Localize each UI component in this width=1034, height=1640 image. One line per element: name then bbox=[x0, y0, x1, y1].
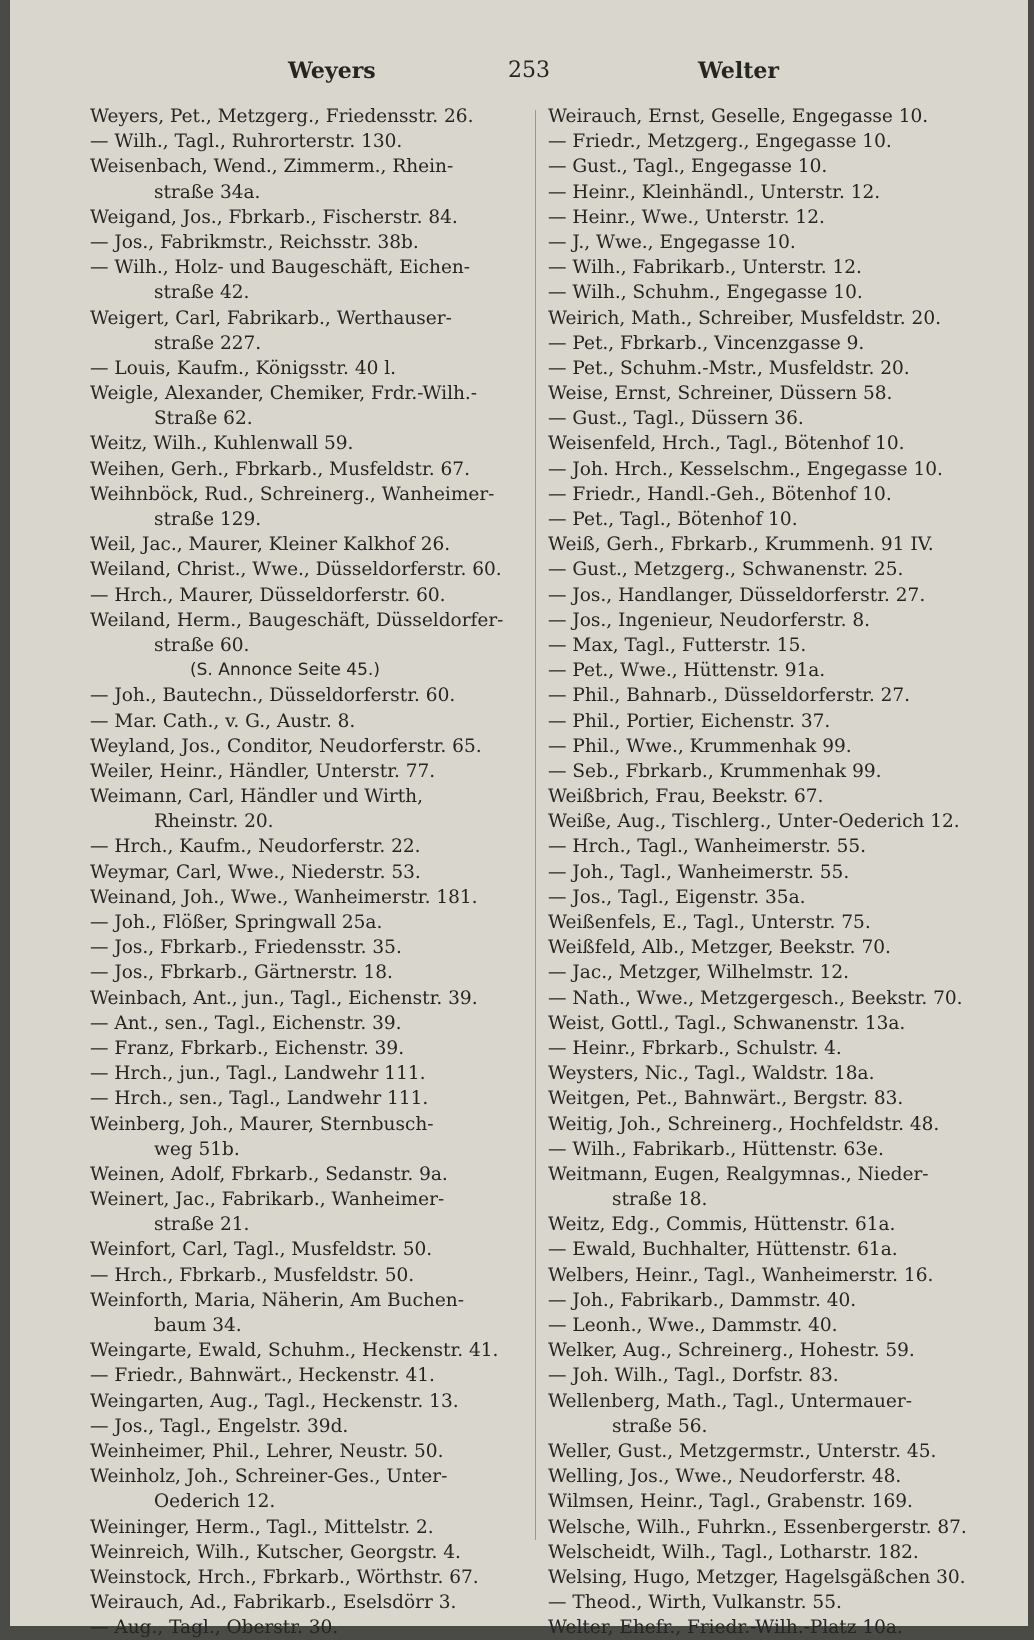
directory-entry: Weymar, Carl, Wwe., Niederstr. 53. bbox=[90, 861, 421, 883]
directory-entry: — Hrch., Fbrkarb., Musfeldstr. 50. bbox=[90, 1264, 415, 1286]
directory-entry: — Pet., Schuhm.-Mstr., Musfeldstr. 20. bbox=[548, 357, 910, 379]
directory-entry: — Hrch., Maurer, Düsseldorferstr. 60. bbox=[90, 584, 446, 606]
directory-entry: — Hrch., Tagl., Wanheimerstr. 55. bbox=[548, 836, 866, 858]
directory-entry: Weinheimer, Phil., Lehrer, Neustr. 50. bbox=[90, 1440, 444, 1462]
directory-entry: Welsing, Hugo, Metzger, Hagelsgäßchen 30. bbox=[548, 1566, 966, 1588]
directory-entry: Weisenbach, Wend., Zimmerm., Rhein- bbox=[90, 156, 454, 178]
directory-entry: — Theod., Wirth, Vulkanstr. 55. bbox=[548, 1592, 842, 1614]
directory-entry: Wellenberg, Math., Tagl., Untermauer- bbox=[548, 1390, 912, 1412]
directory-entry: — Franz, Fbrkarb., Eichenstr. 39. bbox=[90, 1037, 405, 1059]
directory-entry: Weißenfels, E., Tagl., Unterstr. 75. bbox=[548, 912, 871, 933]
directory-entry: — Jos., Tagl., Eigenstr. 35a. bbox=[548, 886, 806, 908]
directory-entry: Welling, Jos., Wwe., Neudorferstr. 48. bbox=[548, 1466, 902, 1488]
directory-entry: Weller, Gust., Metzgermstr., Unterstr. 45. bbox=[548, 1440, 937, 1462]
directory-entry: Weitig, Joh., Schreinerg., Hochfeldstr. 48. bbox=[548, 1113, 940, 1135]
directory-entry: — Hrch., sen., Tagl., Landwehr 111. bbox=[90, 1088, 429, 1110]
directory-entry: — Phil., Wwe., Krummenhak 99. bbox=[548, 735, 852, 757]
directory-entry: — Mar. Cath., v. G., Austr. 8. bbox=[90, 710, 356, 732]
directory-entry: Weinberg, Joh., Maurer, Sternbusch- bbox=[90, 1113, 434, 1135]
directory-entry: Welscheidt, Wilh., Tagl., Lotharstr. 182. bbox=[548, 1541, 919, 1563]
directory-entry: Weininger, Herm., Tagl., Mittelstr. 2. bbox=[90, 1516, 434, 1538]
directory-entry: — Wilh., Tagl., Ruhrorterstr. 130. bbox=[90, 131, 403, 153]
entry-continuation: straße 21. bbox=[154, 1214, 250, 1236]
entry-continuation: straße 34a. bbox=[154, 181, 261, 203]
directory-entry: Weiße, Aug., Tischlerg., Unter-Oederich 12. bbox=[548, 811, 960, 833]
directory-entry: — Heinr., Wwe., Unterstr. 12. bbox=[548, 206, 825, 228]
directory-entry: — Joh., Flößer, Springwall 25a. bbox=[90, 912, 383, 933]
directory-entry: — Jos., Fbrkarb., Gärtnerstr. 18. bbox=[90, 962, 393, 984]
directory-entry: — Jos., Fbrkarb., Friedensstr. 35. bbox=[90, 937, 402, 959]
directory-entry: Weinbach, Ant., jun., Tagl., Eichenstr. 39. bbox=[90, 987, 478, 1009]
directory-entry: Weiler, Heinr., Händler, Unterstr. 77. bbox=[90, 760, 436, 782]
directory-entry: — Joh. Wilh., Tagl., Dorfstr. 83. bbox=[548, 1365, 839, 1387]
directory-entry: Weirich, Math., Schreiber, Musfeldstr. 20. bbox=[548, 307, 941, 329]
directory-entry: — Aug., Tagl., Oberstr. 30. bbox=[90, 1617, 339, 1639]
entry-continuation: straße 227. bbox=[154, 332, 262, 354]
directory-entry: — Ant., sen., Tagl., Eichenstr. 39. bbox=[90, 1012, 402, 1034]
entry-continuation: straße 18. bbox=[612, 1189, 708, 1211]
entry-continuation: Rheinstr. 20. bbox=[154, 811, 274, 833]
directory-entry: — Gust., Tagl., Düssern 36. bbox=[548, 408, 804, 430]
entry-note: (S. Annonce Seite 45.) bbox=[190, 660, 380, 681]
page-header bbox=[10, 58, 1028, 88]
directory-entry: Wilmsen, Heinr., Tagl., Grabenstr. 169. bbox=[548, 1491, 913, 1513]
directory-entry: — Joh., Bautechn., Düsseldorferstr. 60. bbox=[90, 685, 456, 707]
directory-entry: — Nath., Wwe., Metzgergesch., Beekstr. 70. bbox=[548, 987, 963, 1009]
directory-entry: Weyers, Pet., Metzgerg., Friedensstr. 26. bbox=[90, 106, 474, 127]
directory-entry: — Phil., Portier, Eichenstr. 37. bbox=[548, 710, 831, 732]
header-last-name: Welter bbox=[698, 58, 780, 84]
entry-continuation: baum 34. bbox=[154, 1315, 242, 1336]
directory-entry: — Leonh., Wwe., Dammstr. 40. bbox=[548, 1315, 838, 1336]
header-first-name: Weyers bbox=[288, 58, 376, 84]
directory-entry: Weysters, Nic., Tagl., Waldstr. 18a. bbox=[548, 1063, 875, 1085]
directory-page bbox=[10, 0, 1028, 1639]
directory-entry: Weitz, Edg., Commis, Hüttenstr. 61a. bbox=[548, 1214, 896, 1236]
directory-entry: Weinert, Jac., Fabrikarb., Wanheimer- bbox=[90, 1189, 445, 1211]
directory-entry: Weirauch, Ad., Fabrikarb., Eselsdörr 3. bbox=[90, 1592, 457, 1614]
directory-entry: — Gust., Tagl., Engegasse 10. bbox=[548, 156, 828, 178]
entry-continuation: straße 56. bbox=[612, 1415, 708, 1437]
entry-continuation: Oederich 12. bbox=[154, 1491, 276, 1513]
directory-entry: — Pet., Tagl., Bötenhof 10. bbox=[548, 509, 798, 530]
directory-entry: — Joh., Tagl., Wanheimerstr. 55. bbox=[548, 861, 850, 883]
directory-entry: Weitmann, Eugen, Realgymnas., Nieder- bbox=[548, 1163, 929, 1185]
directory-entry: — Pet., Wwe., Hüttenstr. 91a. bbox=[548, 660, 826, 682]
directory-entry: Welsche, Wilh., Fuhrkn., Essenbergerstr. 87. bbox=[548, 1516, 967, 1538]
directory-entry: — J., Wwe., Engegasse 10. bbox=[548, 231, 796, 253]
directory-entry: Weise, Ernst, Schreiner, Düssern 58. bbox=[548, 383, 893, 405]
directory-entry: — Louis, Kaufm., Königsstr. 40 l. bbox=[90, 357, 397, 379]
directory-entry: Weigand, Jos., Fbrkarb., Fischerstr. 84. bbox=[90, 206, 458, 228]
directory-entry: Weyland, Jos., Conditor, Neudorferstr. 65. bbox=[90, 735, 482, 757]
entry-continuation: straße 129. bbox=[154, 509, 262, 530]
directory-entry: — Jos., Tagl., Engelstr. 39d. bbox=[90, 1415, 349, 1437]
directory-entry: Weihnböck, Rud., Schreinerg., Wanheimer- bbox=[90, 483, 495, 505]
directory-entry: Weinand, Joh., Wwe., Wanheimerstr. 181. bbox=[90, 886, 478, 908]
left-column bbox=[90, 104, 540, 1640]
directory-entry: — Heinr., Kleinhändl., Unterstr. 12. bbox=[548, 181, 881, 203]
directory-entry: Weimann, Carl, Händler und Wirth, bbox=[90, 786, 423, 808]
directory-entry: Weinen, Adolf, Fbrkarb., Sedanstr. 9a. bbox=[90, 1163, 448, 1185]
directory-entry: Welbers, Heinr., Tagl., Wanheimerstr. 16. bbox=[548, 1264, 934, 1286]
directory-entry: — Friedr., Bahnwärt., Heckenstr. 41. bbox=[90, 1365, 435, 1387]
directory-entry: Weigle, Alexander, Chemiker, Frdr.-Wilh.- bbox=[90, 383, 478, 405]
directory-entry: Weinstock, Hrch., Fbrkarb., Wörthstr. 67. bbox=[90, 1566, 479, 1588]
directory-entry: — Wilh., Fabrikarb., Unterstr. 12. bbox=[548, 257, 862, 279]
directory-entry: Weisenfeld, Hrch., Tagl., Bötenhof 10. bbox=[548, 433, 905, 455]
directory-entry: — Jos., Handlanger, Düsseldorferstr. 27. bbox=[548, 584, 926, 606]
directory-entry: Weirauch, Ernst, Geselle, Engegasse 10. bbox=[548, 106, 929, 127]
directory-entry: Weiland, Christ., Wwe., Düsseldorferstr. 60. bbox=[90, 559, 502, 581]
directory-entry: — Joh., Fabrikarb., Dammstr. 40. bbox=[548, 1289, 857, 1311]
directory-entry: — Jac., Metzger, Wilhelmstr. 12. bbox=[548, 962, 850, 984]
directory-entry: — Jos., Ingenieur, Neudorferstr. 8. bbox=[548, 609, 871, 631]
directory-entry: Weinforth, Maria, Näherin, Am Buchen- bbox=[90, 1289, 464, 1311]
directory-entry: Weingarte, Ewald, Schuhm., Heckenstr. 41. bbox=[90, 1340, 499, 1362]
directory-entry: — Pet., Fbrkarb., Vincenzgasse 9. bbox=[548, 332, 865, 354]
directory-entry: Weil, Jac., Maurer, Kleiner Kalkhof 26. bbox=[90, 534, 451, 556]
directory-entry: Welter, Ehefr., Friedr.-Wilh.-Platz 10a. bbox=[548, 1617, 903, 1639]
directory-entry: — Friedr., Handl.-Geh., Bötenhof 10. bbox=[548, 483, 892, 505]
directory-entry: — Seb., Fbrkarb., Krummenhak 99. bbox=[548, 760, 882, 782]
directory-entry: Weiß, Gerh., Fbrkarb., Krummenh. 91 IV. bbox=[548, 534, 934, 556]
directory-entry: — Max, Tagl., Futterstr. 15. bbox=[548, 634, 807, 656]
directory-entry: — Hrch., jun., Tagl., Landwehr 111. bbox=[90, 1063, 426, 1085]
directory-entry: Weißbrich, Frau, Beekstr. 67. bbox=[548, 786, 824, 808]
directory-entry: — Gust., Metzgerg., Schwanenstr. 25. bbox=[548, 559, 904, 581]
directory-entry: — Wilh., Schuhm., Engegasse 10. bbox=[548, 282, 863, 304]
entry-continuation: straße 60. bbox=[154, 634, 250, 656]
directory-entry: Weist, Gottl., Tagl., Schwanenstr. 13a. bbox=[548, 1012, 906, 1034]
directory-entry: — Phil., Bahnarb., Düsseldorferstr. 27. bbox=[548, 685, 911, 707]
page-number: 253 bbox=[508, 58, 550, 83]
entry-continuation: Straße 62. bbox=[154, 408, 253, 430]
entry-continuation: weg 51b. bbox=[154, 1138, 240, 1160]
directory-entry: Weiland, Herm., Baugeschäft, Düsseldorfer- bbox=[90, 609, 504, 631]
directory-entry: Weigert, Carl, Fabrikarb., Werthauser- bbox=[90, 307, 452, 329]
directory-entry: — Hrch., Kaufm., Neudorferstr. 22. bbox=[90, 836, 421, 858]
directory-entry: Weinholz, Joh., Schreiner-Ges., Unter- bbox=[90, 1466, 448, 1488]
directory-entry: Weitgen, Pet., Bahnwärt., Bergstr. 83. bbox=[548, 1088, 904, 1110]
entry-continuation: straße 42. bbox=[154, 282, 250, 304]
directory-entry: Weihen, Gerh., Fbrkarb., Musfeldstr. 67. bbox=[90, 458, 470, 480]
directory-entry: Weinfort, Carl, Tagl., Musfeldstr. 50. bbox=[90, 1239, 433, 1261]
directory-entry: — Heinr., Fbrkarb., Schulstr. 4. bbox=[548, 1037, 842, 1059]
directory-entry: Weitz, Wilh., Kuhlenwall 59. bbox=[90, 433, 354, 455]
right-column bbox=[548, 104, 998, 1640]
directory-entry: — Wilh., Holz- und Baugeschäft, Eichen- bbox=[90, 257, 471, 279]
directory-entry: — Jos., Fabrikmstr., Reichsstr. 38b. bbox=[90, 231, 419, 253]
directory-entry: — Friedr., Metzgerg., Engegasse 10. bbox=[548, 131, 892, 153]
directory-entry: — Wilh., Fabrikarb., Hüttenstr. 63e. bbox=[548, 1138, 884, 1160]
directory-entry: Welker, Aug., Schreinerg., Hohestr. 59. bbox=[548, 1340, 915, 1362]
directory-entry: Weingarten, Aug., Tagl., Heckenstr. 13. bbox=[90, 1390, 459, 1412]
directory-entry: — Ewald, Buchhalter, Hüttenstr. 61a. bbox=[548, 1239, 898, 1261]
directory-entry: Weinreich, Wilh., Kutscher, Georgstr. 4. bbox=[90, 1541, 461, 1563]
directory-entry: Weißfeld, Alb., Metzger, Beekstr. 70. bbox=[548, 937, 891, 959]
directory-entry: — Joh. Hrch., Kesselschm., Engegasse 10. bbox=[548, 458, 943, 480]
